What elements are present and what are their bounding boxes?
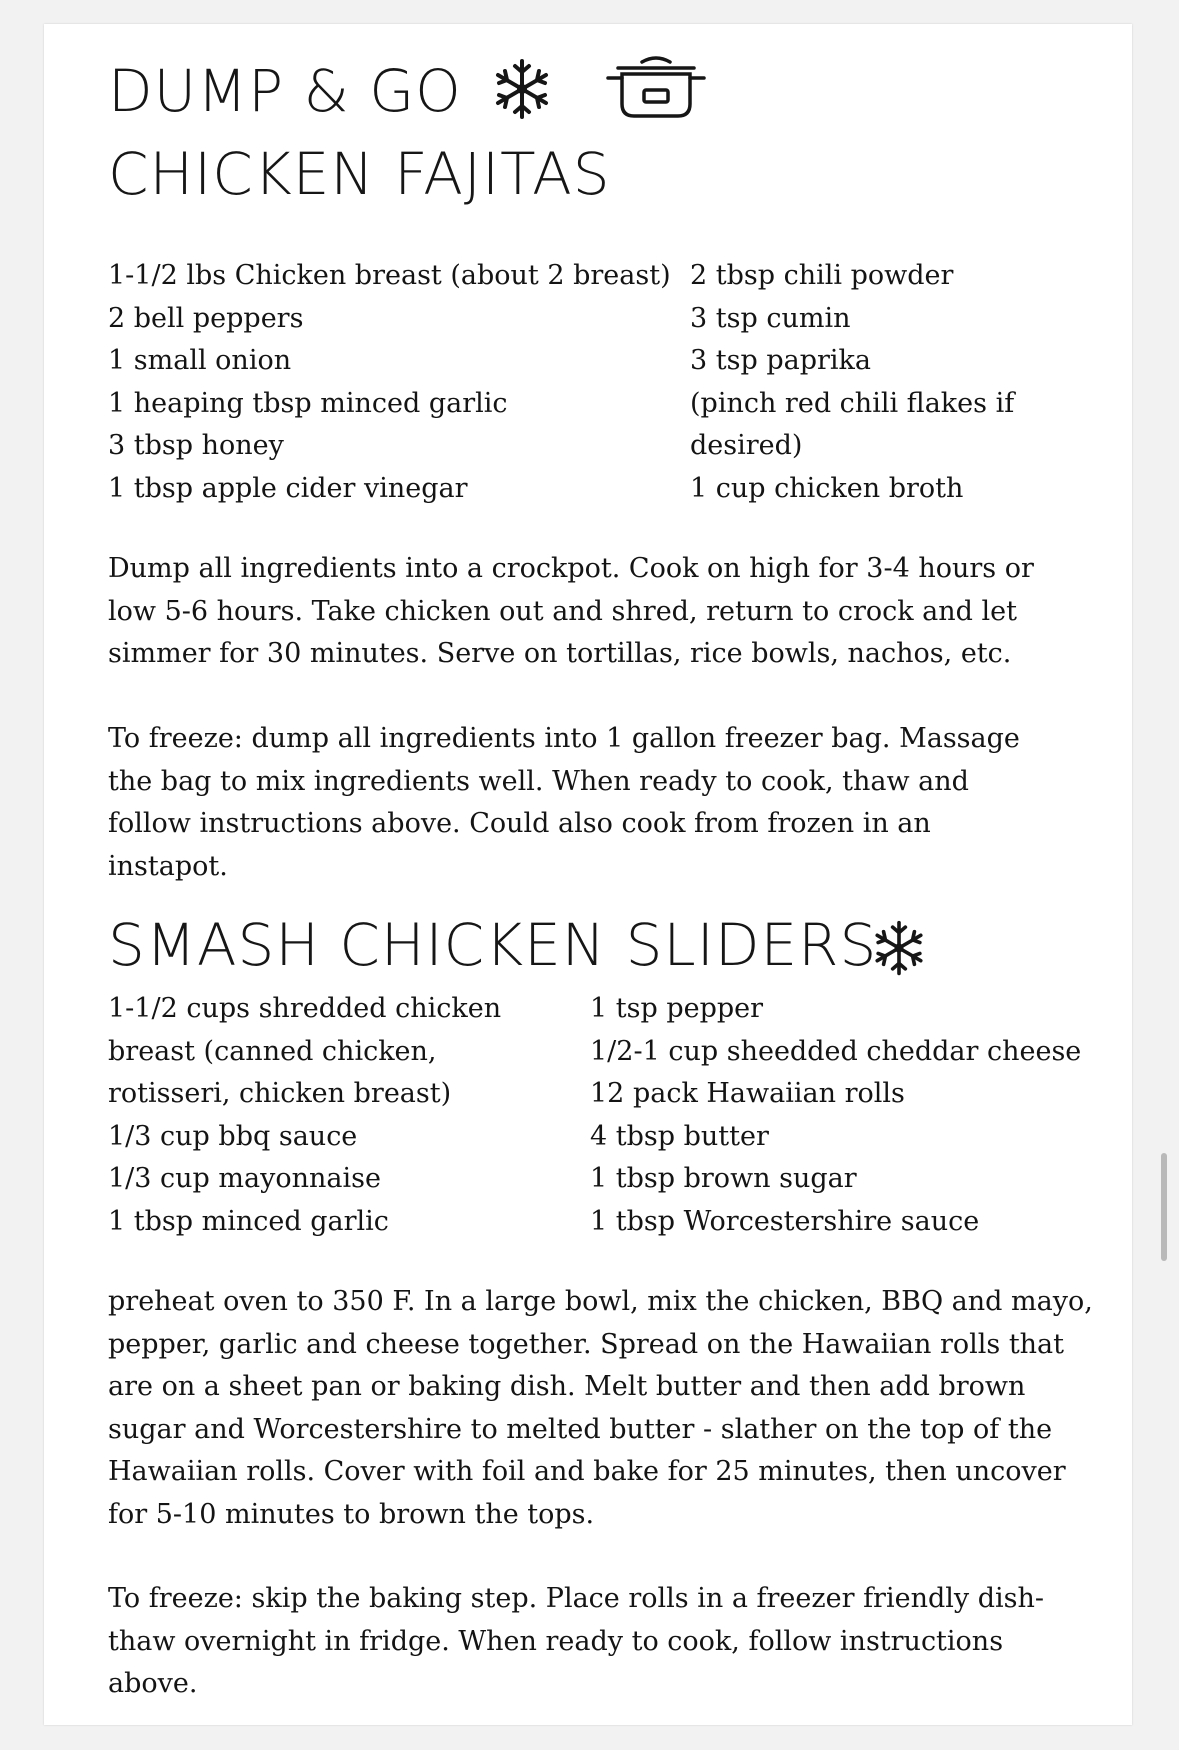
text-line: low 5-6 hours. Take chicken out and shred, return to crock and let	[108, 595, 1017, 627]
ingredient: 1 cup chicken broth	[690, 472, 964, 504]
ingredient: desired)	[690, 430, 803, 462]
recipe-2-ingredients-right	[590, 988, 1081, 1244]
recipe-1-title-line1: DUMP & GO	[108, 57, 462, 125]
ingredient: 1-1/2 cups shredded chicken	[108, 993, 502, 1024]
recipe-2-ingredients-left	[108, 988, 501, 1244]
text-line: preheat oven to 350 F. In a large bowl, mix the chicken, BBQ and mayo,	[108, 1286, 1093, 1317]
text-line: Hawaiian rolls. Cover with foil and bake for 25 minutes, then uncover	[108, 1456, 1066, 1487]
scrollbar-thumb[interactable]	[1161, 1153, 1167, 1261]
recipe-2-instructions	[108, 1281, 1098, 1536]
ingredient: 1/3 cup bbq sauce	[108, 1120, 358, 1152]
recipe-2-title: SMASH CHICKEN SLIDERS	[108, 911, 878, 979]
text-line: the bag to mix ingredients well. When ready to cook, thaw and	[108, 765, 969, 797]
recipe-1-ingredients-left	[108, 255, 671, 511]
snowflake-icon	[870, 919, 928, 977]
ingredient: 1 tbsp Worcestershire sauce	[590, 1205, 980, 1237]
text-line: are on a sheet pan or baking dish. Melt butter and then add brown	[108, 1371, 1026, 1402]
ingredient: 1 tsp pepper	[590, 993, 764, 1024]
ingredient: 1 tbsp minced garlic	[108, 1205, 389, 1237]
text-line: simmer for 30 minutes. Serve on tortillas, rice bowls, nachos, etc.	[108, 638, 1012, 669]
text-line: above.	[108, 1668, 198, 1699]
ingredient: 3 tsp cumin	[690, 302, 851, 334]
text-line: Dump all ingredients into a crockpot. Cook on high for 3-4 hours or	[108, 553, 1034, 584]
text-line: pepper, garlic and cheese together. Spread on the Hawaiian rolls that	[108, 1328, 1065, 1360]
ingredient: 1-1/2 lbs Chicken breast (about 2 breast)	[108, 260, 671, 291]
recipe-1-ingredients-right	[690, 255, 1014, 511]
ingredient: breast (canned chicken,	[108, 1035, 437, 1067]
recipe-1-title-line2: CHICKEN FAJITAS	[108, 140, 611, 208]
recipe-1-freeze-instructions	[108, 718, 1098, 888]
snowflake-icon	[490, 57, 554, 121]
recipe-1-instructions	[108, 548, 1098, 676]
ingredient: rotisseri, chicken breast)	[108, 1078, 452, 1110]
ingredient: 4 tbsp butter	[590, 1120, 769, 1152]
text-line: for 5-10 minutes to brown the tops.	[108, 1498, 595, 1530]
ingredient: 1 tbsp brown sugar	[590, 1163, 857, 1195]
ingredient: 1/2-1 cup sheedded cheddar cheese	[590, 1035, 1082, 1067]
ingredient: 3 tsp paprika	[690, 345, 871, 377]
ingredient: (pinch red chili flakes if	[690, 387, 1015, 419]
text-line: To freeze: skip the baking step. Place rolls in a freezer friendly dish-	[108, 1583, 1045, 1614]
ingredient: 1 heaping tbsp minced garlic	[108, 387, 508, 419]
text-line: To freeze: dump all ingredients into 1 gallon freezer bag. Massage	[108, 723, 1020, 754]
text-line: instapot.	[108, 850, 228, 882]
ingredient: 2 tbsp chili powder	[690, 260, 954, 291]
text-line: thaw overnight in fridge. When ready to cook, follow instructions	[108, 1625, 1004, 1657]
ingredient: 1/3 cup mayonnaise	[108, 1163, 381, 1195]
recipe-2-freeze-instructions	[108, 1578, 1098, 1706]
ingredient: 3 tbsp honey	[108, 430, 284, 462]
text-line: sugar and Worcestershire to melted butter - slather on the top of the	[108, 1413, 1053, 1445]
ingredient: 2 bell peppers	[108, 302, 304, 334]
text-line: follow instructions above. Could also cook from frozen in an	[108, 808, 931, 839]
ingredient: 1 tbsp apple cider vinegar	[108, 472, 468, 504]
crockpot-icon	[604, 52, 708, 122]
ingredient: 12 pack Hawaiian rolls	[590, 1078, 905, 1110]
ingredient: 1 small onion	[108, 345, 292, 377]
